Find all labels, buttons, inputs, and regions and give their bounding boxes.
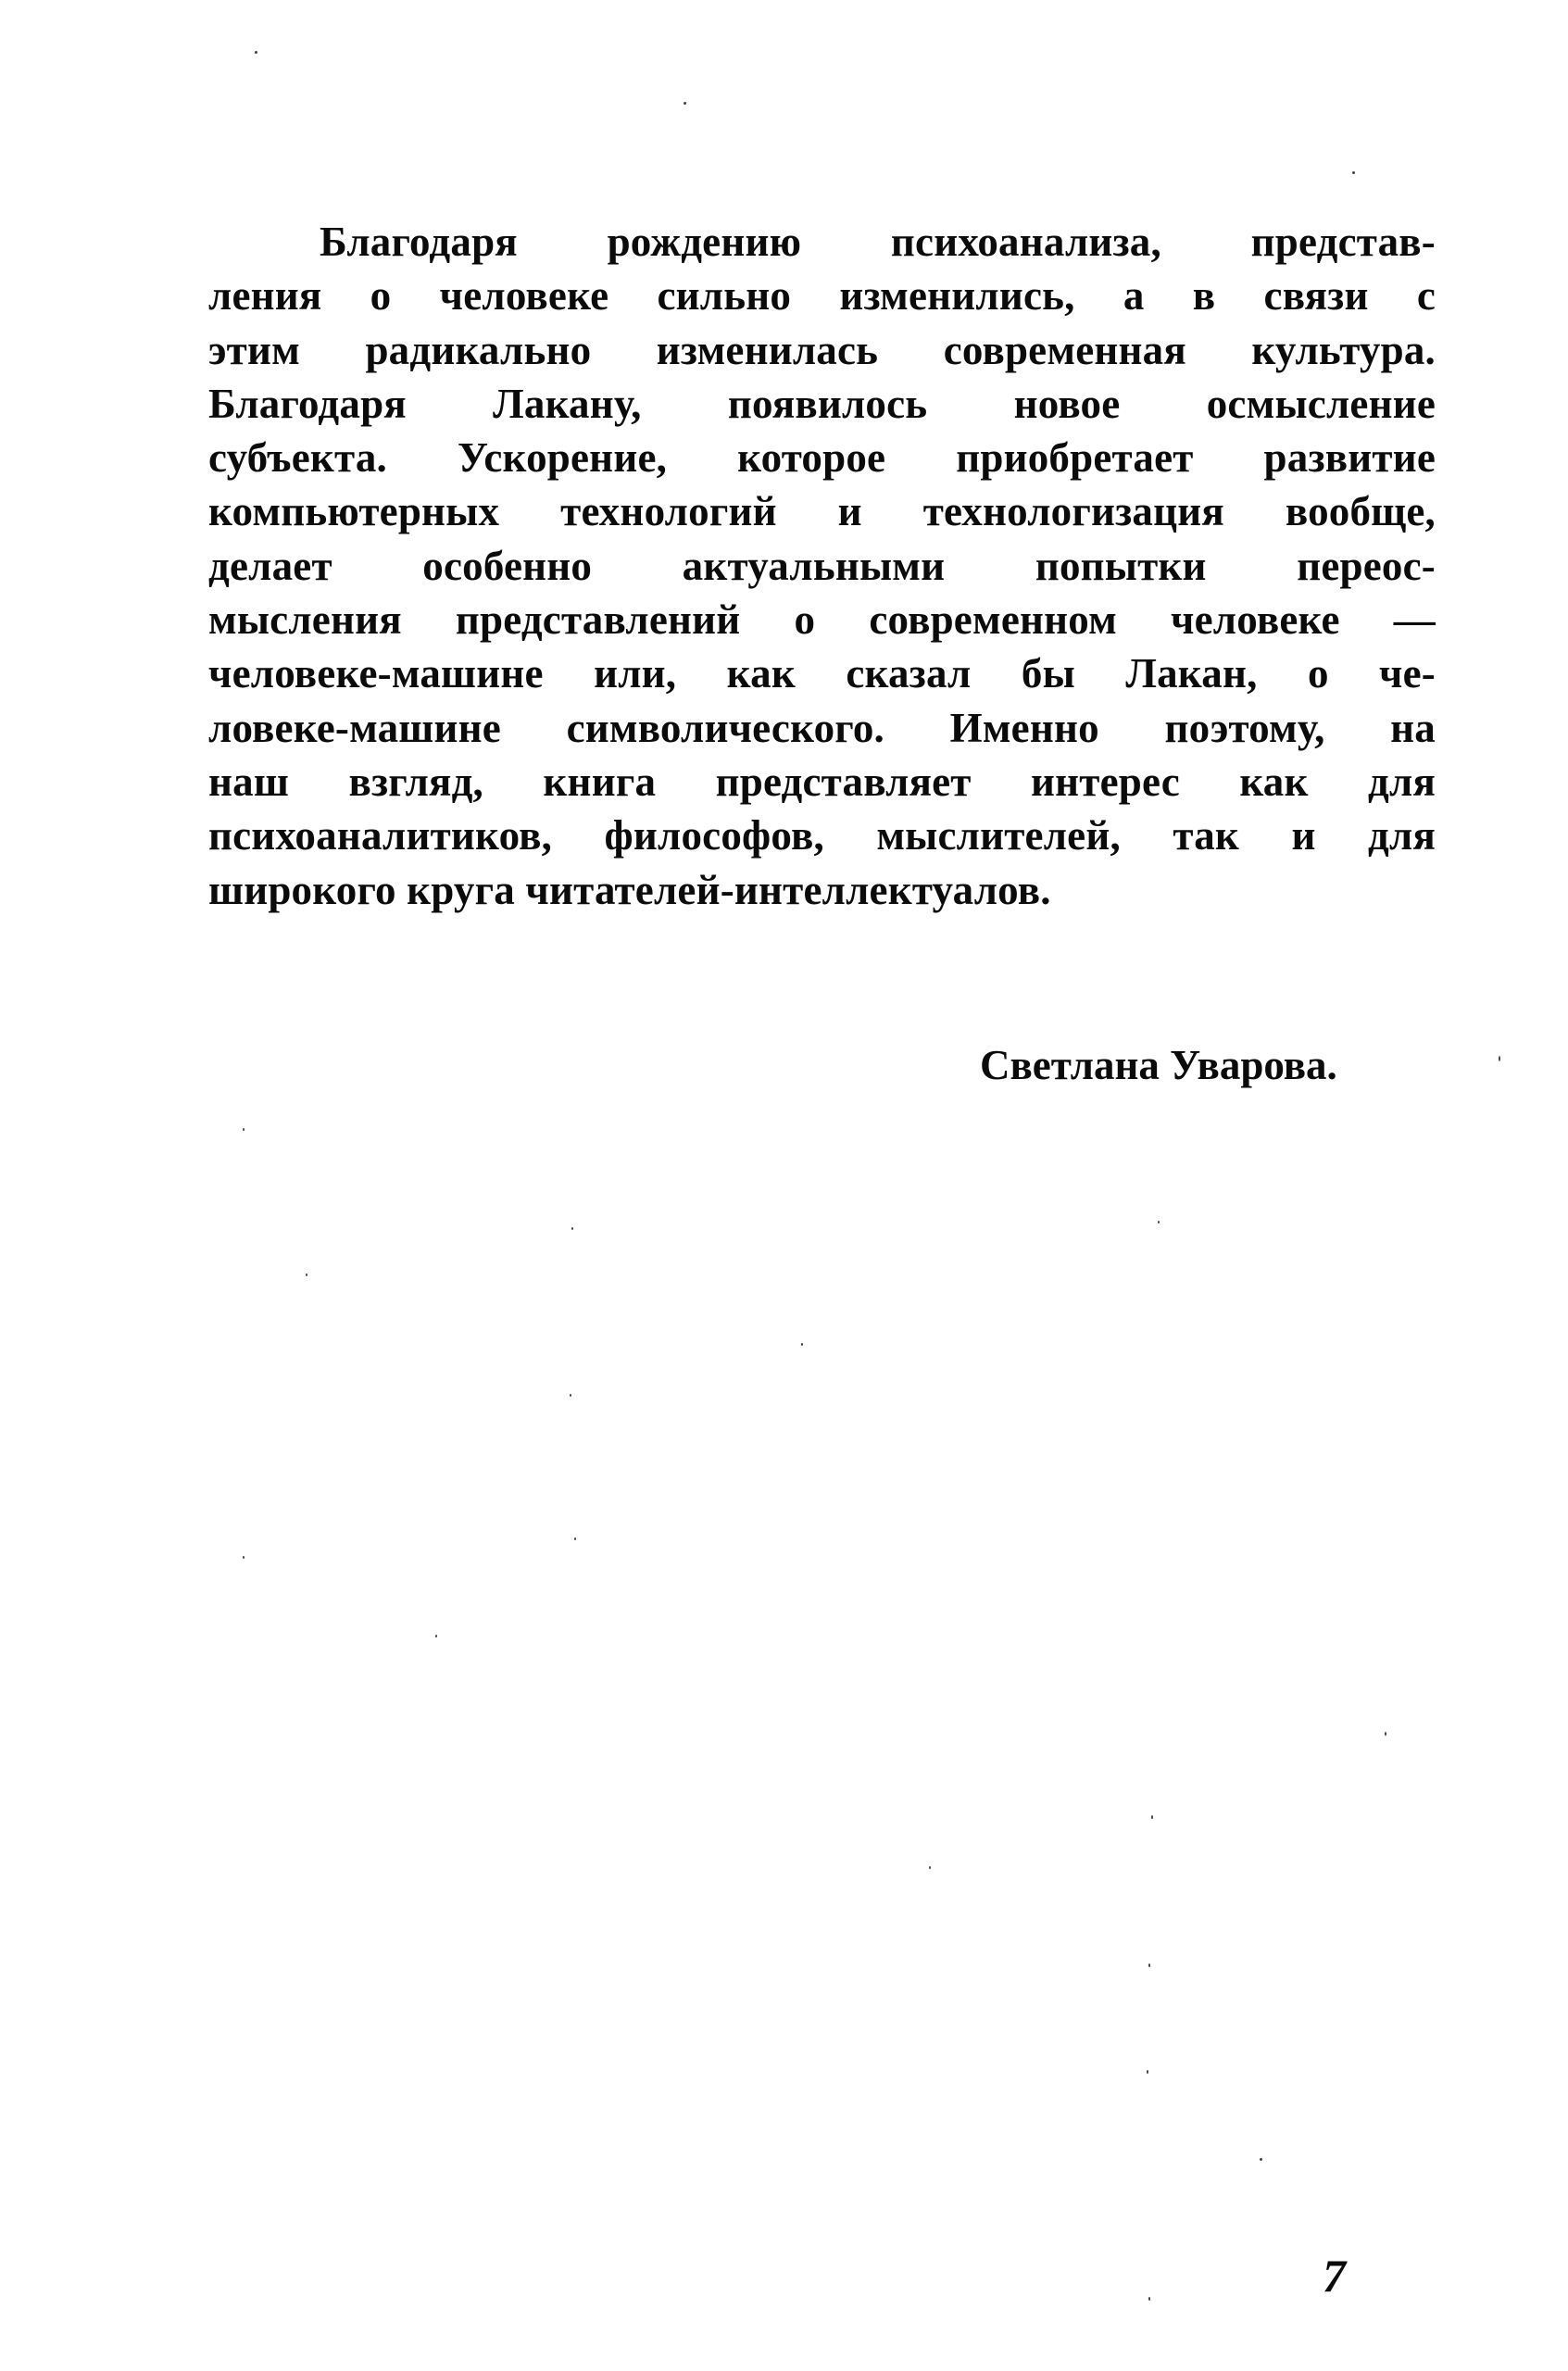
scan-speck bbox=[571, 1227, 573, 1230]
paragraph-line: Благодаря рождению психоанализа, представ- bbox=[320, 219, 1436, 265]
paragraph-line: мысления представлений о современном человеке — bbox=[208, 596, 1436, 644]
scan-speck bbox=[1148, 2297, 1150, 2301]
author-signature: Светлана Уварова. bbox=[980, 1042, 1337, 1088]
scan-speck bbox=[1352, 171, 1355, 174]
scan-speck bbox=[255, 51, 257, 54]
paragraph bbox=[208, 215, 1436, 917]
paragraph-line: широкого круга читателей-интеллектуалов. bbox=[208, 866, 1051, 913]
paragraph-line: человеке-машине или, как сказал бы Лакан, о че- bbox=[208, 650, 1436, 697]
scan-speck bbox=[1260, 2158, 1262, 2161]
scan-speck bbox=[243, 1128, 245, 1131]
paragraph-line: субъекта. Ускорение, которое приобретает развитие bbox=[208, 434, 1436, 482]
paragraph-line: компьютерных технологий и технологизация вообще, bbox=[208, 488, 1436, 535]
scan-speck bbox=[1499, 1056, 1500, 1061]
paragraph-line: делает особенно актуальными попытки переос- bbox=[208, 542, 1436, 589]
paragraph-line: ления о человеке сильно изменились, а в связи с bbox=[208, 272, 1436, 320]
scan-speck bbox=[574, 1537, 576, 1540]
page-number: 7 bbox=[1323, 2250, 1346, 2302]
scan-speck bbox=[684, 102, 686, 105]
paragraph-line: наш взгляд, книга представляет интерес как для bbox=[208, 758, 1436, 805]
scan-speck bbox=[929, 1866, 931, 1869]
scan-speck bbox=[435, 1635, 437, 1637]
scan-speck bbox=[801, 1343, 803, 1346]
scan-speck bbox=[1151, 1815, 1153, 1819]
scan-speck bbox=[306, 1273, 307, 1276]
paragraph-line: Благодаря Лакану, появилось новое осмысление bbox=[208, 380, 1436, 427]
scan-speck bbox=[243, 1556, 245, 1559]
scan-speck bbox=[1385, 1732, 1386, 1736]
paragraph-line: психоаналитиков, философов, мыслителей, так и для bbox=[208, 812, 1436, 859]
scan-speck bbox=[570, 1394, 571, 1397]
scan-speck bbox=[1158, 1221, 1160, 1223]
paragraph-line: ловеке-машине символического. Именно поэтому, на bbox=[208, 704, 1436, 751]
paragraph-line: этим радикально изменилась современная культура. bbox=[208, 326, 1436, 373]
scan-speck bbox=[1147, 2070, 1148, 2074]
scan-speck bbox=[1148, 1963, 1150, 1967]
